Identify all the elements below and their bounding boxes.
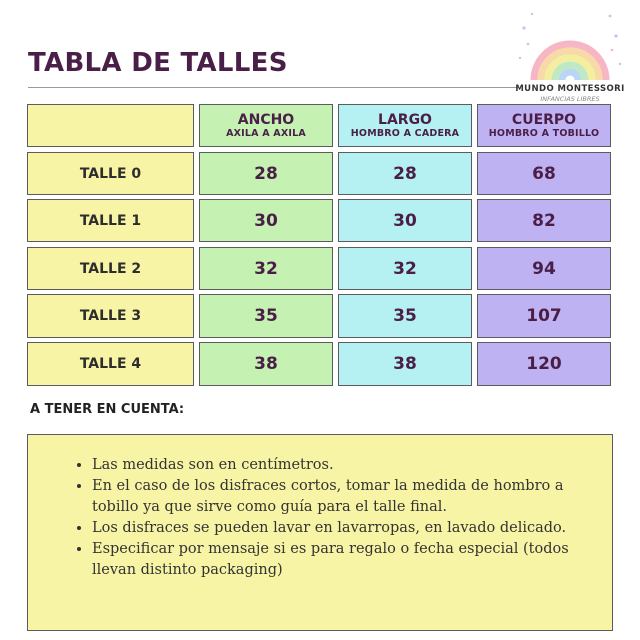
rainbow-icon	[512, 6, 628, 86]
page-title: TABLA DE TALLES	[28, 48, 288, 78]
notes-list	[28, 455, 612, 581]
note-item: • Los disfraces se pueden lavar en lavarropas, en lavado delicado.	[92, 518, 592, 539]
brand-tagline: INFANCIAS LIBRES	[540, 95, 600, 103]
header-largo	[338, 104, 472, 147]
title-divider	[28, 87, 518, 88]
cell-ancho-talle-4: 38	[199, 342, 333, 386]
header-cuerpo	[477, 104, 611, 147]
header-ancho-title: ANCHO	[237, 111, 295, 128]
cell-ancho-talle-0: 28	[199, 152, 333, 195]
cell-cuerpo-talle-3: 107	[477, 294, 611, 338]
header-empty-cell	[27, 104, 194, 147]
header-ancho	[199, 104, 333, 147]
cell-ancho-talle-2: 32	[199, 247, 333, 290]
cell-largo-talle-4: 38	[338, 342, 472, 386]
header-cuerpo-title: CUERPO	[511, 111, 577, 128]
notes-box	[27, 434, 613, 631]
cell-ancho-talle-3: 35	[199, 294, 333, 338]
cell-cuerpo-talle-2: 94	[477, 247, 611, 290]
cell-cuerpo-talle-0: 68	[477, 152, 611, 195]
cell-largo-talle-0: 28	[338, 152, 472, 195]
header-ancho-subtitle: AXILA A AXILA	[226, 127, 306, 139]
cell-cuerpo-talle-4: 120	[477, 342, 611, 386]
row-label-talle-3: TALLE 3	[27, 294, 194, 338]
row-label-talle-1: TALLE 1	[27, 199, 194, 242]
row-label-talle-2: TALLE 2	[27, 247, 194, 290]
header-largo-subtitle: HOMBRO A CADERA	[350, 127, 460, 139]
brand-name: MUNDO MONTESSORI	[515, 84, 625, 94]
header-cuerpo-subtitle: HOMBRO A TOBILLO	[488, 127, 600, 139]
row-label-talle-4: TALLE 4	[27, 342, 194, 386]
notes-heading: A TENER EN CUENTA:	[30, 402, 185, 417]
header-largo-title: LARGO	[378, 111, 432, 128]
note-item: • Especificar por mensaje si es para regalo o fecha especial (todos llevan distinto packaging)	[92, 539, 592, 581]
cell-largo-talle-2: 32	[338, 247, 472, 290]
note-item: • En el caso de los disfraces cortos, tomar la medida de hombro a tobillo ya que sirve como guía para el talle final.	[92, 476, 592, 518]
cell-ancho-talle-1: 30	[199, 199, 333, 242]
cell-cuerpo-talle-1: 82	[477, 199, 611, 242]
cell-largo-talle-3: 35	[338, 294, 472, 338]
note-item: • Las medidas son en centímetros.	[92, 455, 592, 476]
brand-logo	[512, 6, 628, 106]
cell-largo-talle-1: 30	[338, 199, 472, 242]
row-label-talle-0: TALLE 0	[27, 152, 194, 195]
